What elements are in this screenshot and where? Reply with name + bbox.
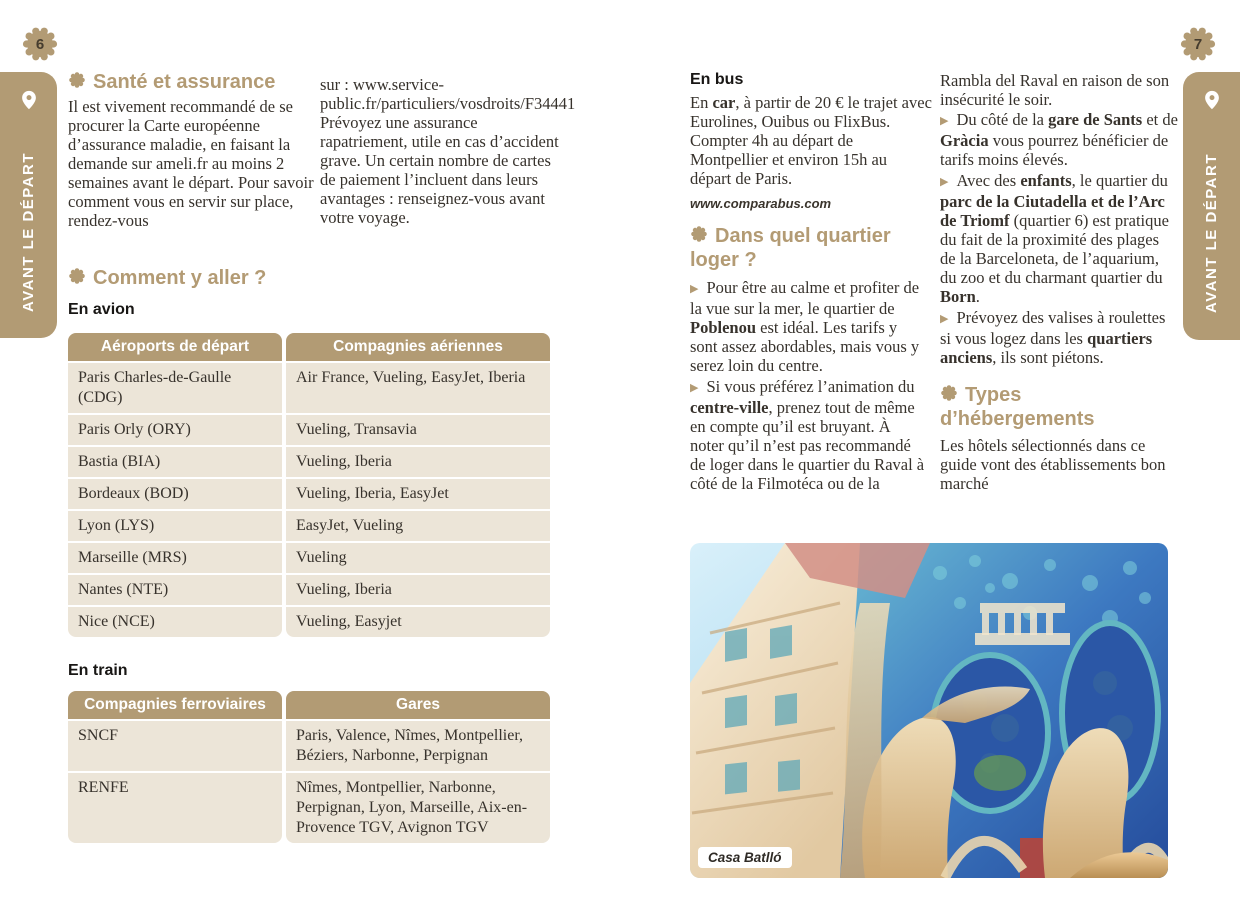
table-header-cell: Compagnies aériennes: [286, 333, 550, 361]
bullet-text: Avec des enfants, le quartier du parc de la Ciutadella et de l’Arc de Triomf (quartier 6) est pratique du fait de la proximité des plages de la Barceloneta, de l’aquarium, du zoo et du charmant quartier du Born.: [940, 171, 1169, 306]
table-cell: Nîmes, Montpellier, Narbonne, Perpignan, Lyon, Marseille, Aix-en-Provence TGV, Avignon TGV: [286, 773, 550, 843]
triangle-bullet-icon: ▶: [940, 313, 949, 325]
section-bullet-icon: [68, 71, 86, 89]
bus-paragraph: En car, à partir de 20 € le trajet avec Eurolines, Ouibus ou FlixBus. Compter 4h au départ de Montpellier et environ 15h au départ de Paris.: [690, 93, 932, 188]
table-cell: EasyJet, Vueling: [286, 511, 550, 541]
table-cell: Vueling, Iberia: [286, 575, 550, 605]
quartier-bullet-item: [940, 171, 1178, 306]
subheading-en-train: En train: [68, 662, 128, 679]
table-cell: RENFE: [68, 773, 282, 843]
triangle-bullet-icon: ▶: [940, 176, 949, 188]
table-cell: Vueling, Transavia: [286, 415, 550, 445]
quartier-bullet-item: [940, 110, 1178, 169]
types-paragraph: Les hôtels sélectionnés dans ce guide vont des établissements bon marché: [940, 436, 1166, 493]
bullet-text: Du côté de la gare de Sants et de Gràcia vous pourrez bénéficier de tarifs moins élevés.: [940, 110, 1178, 169]
page-number: 7: [1193, 35, 1203, 53]
location-pin-icon: [1201, 88, 1223, 112]
table-cell: Air France, Vueling, EasyJet, Iberia: [286, 363, 550, 413]
table-header-cell: Compagnies ferroviaires: [68, 691, 282, 719]
table-header-cell: Aéroports de départ: [68, 333, 282, 361]
table-cell: Bastia (BIA): [68, 447, 282, 477]
chapter-tab-label: AVANT LE DÉPART: [1203, 153, 1220, 313]
chapter-tab-left: [0, 72, 57, 338]
subheading-en-bus: En bus: [690, 71, 744, 88]
table-cell: Lyon (LYS): [68, 511, 282, 541]
quartier-bullet-item: [690, 377, 926, 493]
sante-paragraph-col1: Il est vivement recommandé de se procurer la Carte européenne d’assurance maladie, en faisant la demande sur ameli.fr au moins 2 semaines avant le départ. Pour savoir comment vous en servir sur place, rendez-vous: [68, 97, 314, 230]
page-number-badge-right: [1178, 24, 1218, 64]
table-cell: Paris Charles-de-Gaulle (CDG): [68, 363, 282, 413]
chapter-tab-label: AVANT LE DÉPART: [20, 152, 37, 312]
casa-batllo-facade-illustration: [690, 543, 1168, 878]
bullet-text: Si vous préférez l’animation du centre-ville, prenez tout de même en compte qu’il est bruyant. À noter qu’il n’est pas recommandé de loger dans le quartier du Raval à côté de la Filmotéca ou de la: [690, 377, 925, 493]
table-cell: SNCF: [68, 721, 282, 771]
quartier-continuation: Rambla del Raval en raison de son insécurité le soir.: [940, 71, 1170, 109]
sante-paragraph-col2: sur : www.service-public.fr/particuliers/vosdroits/F34441 Prévoyez une assurance rapatriement, utile en cas d’accident grave. Un certain nombre de cartes de paiement l’incluent dans leurs avantages : renseignez-vous avant votre voyage.: [320, 75, 576, 227]
table-trains: [68, 691, 550, 843]
bullet-text: Pour être au calme et profiter de la vue sur la mer, le quartier de Poblenou est idéal. Les tarifs y sont assez abordables, mais vous y serez loin du centre.: [690, 278, 920, 375]
section-heading-text: Santé et assurance: [93, 71, 276, 93]
section-heading-text: Dans quel quartier loger ?: [690, 225, 891, 271]
section-heading-quartier: [690, 224, 926, 272]
subheading-en-avion: En avion: [68, 301, 135, 318]
section-heading-text: Types d’hébergements: [940, 384, 1095, 430]
table-airports: [68, 333, 550, 637]
section-bullet-icon: [690, 225, 708, 243]
triangle-bullet-icon: ▶: [690, 382, 699, 394]
chapter-tab-right: [1183, 72, 1240, 340]
table-cell: Nantes (NTE): [68, 575, 282, 605]
triangle-bullet-icon: ▶: [690, 283, 699, 295]
section-heading-text: Comment y aller ?: [93, 267, 267, 289]
table-cell: Vueling, Iberia, EasyJet: [286, 479, 550, 509]
table-cell: Vueling, Iberia: [286, 447, 550, 477]
location-pin-icon: [18, 88, 40, 112]
quartier-bullet-item: [690, 278, 926, 375]
section-bullet-icon: [68, 267, 86, 285]
right-column: [940, 71, 1178, 493]
table-cell: Nice (NCE): [68, 607, 282, 637]
section-heading-types: [940, 383, 1150, 431]
section-bullet-icon: [940, 384, 958, 402]
quartier-bullet-item: [940, 308, 1178, 367]
table-header-cell: Gares: [286, 691, 550, 719]
quartier-section: [690, 224, 926, 495]
section-heading-sante: [68, 70, 328, 94]
triangle-bullet-icon: ▶: [940, 115, 949, 127]
bus-website: www.comparabus.com: [690, 196, 832, 211]
table-cell: Paris, Valence, Nîmes, Montpellier, Béziers, Narbonne, Perpignan: [286, 721, 550, 771]
table-cell: Bordeaux (BOD): [68, 479, 282, 509]
page-number-badge-left: [20, 24, 60, 64]
table-cell: Vueling: [286, 543, 550, 573]
bullet-text: Prévoyez des valises à roulettes si vous logez dans les quartiers anciens, ils sont piétons.: [940, 308, 1166, 367]
section-heading-comment: [68, 266, 368, 290]
photo-caption: Casa Batlló: [698, 847, 792, 868]
casa-batllo-photo: [690, 543, 1168, 878]
table-cell: Marseille (MRS): [68, 543, 282, 573]
page-number: 6: [35, 35, 45, 53]
table-cell: Vueling, Easyjet: [286, 607, 550, 637]
table-cell: Paris Orly (ORY): [68, 415, 282, 445]
bus-section: [690, 71, 932, 211]
